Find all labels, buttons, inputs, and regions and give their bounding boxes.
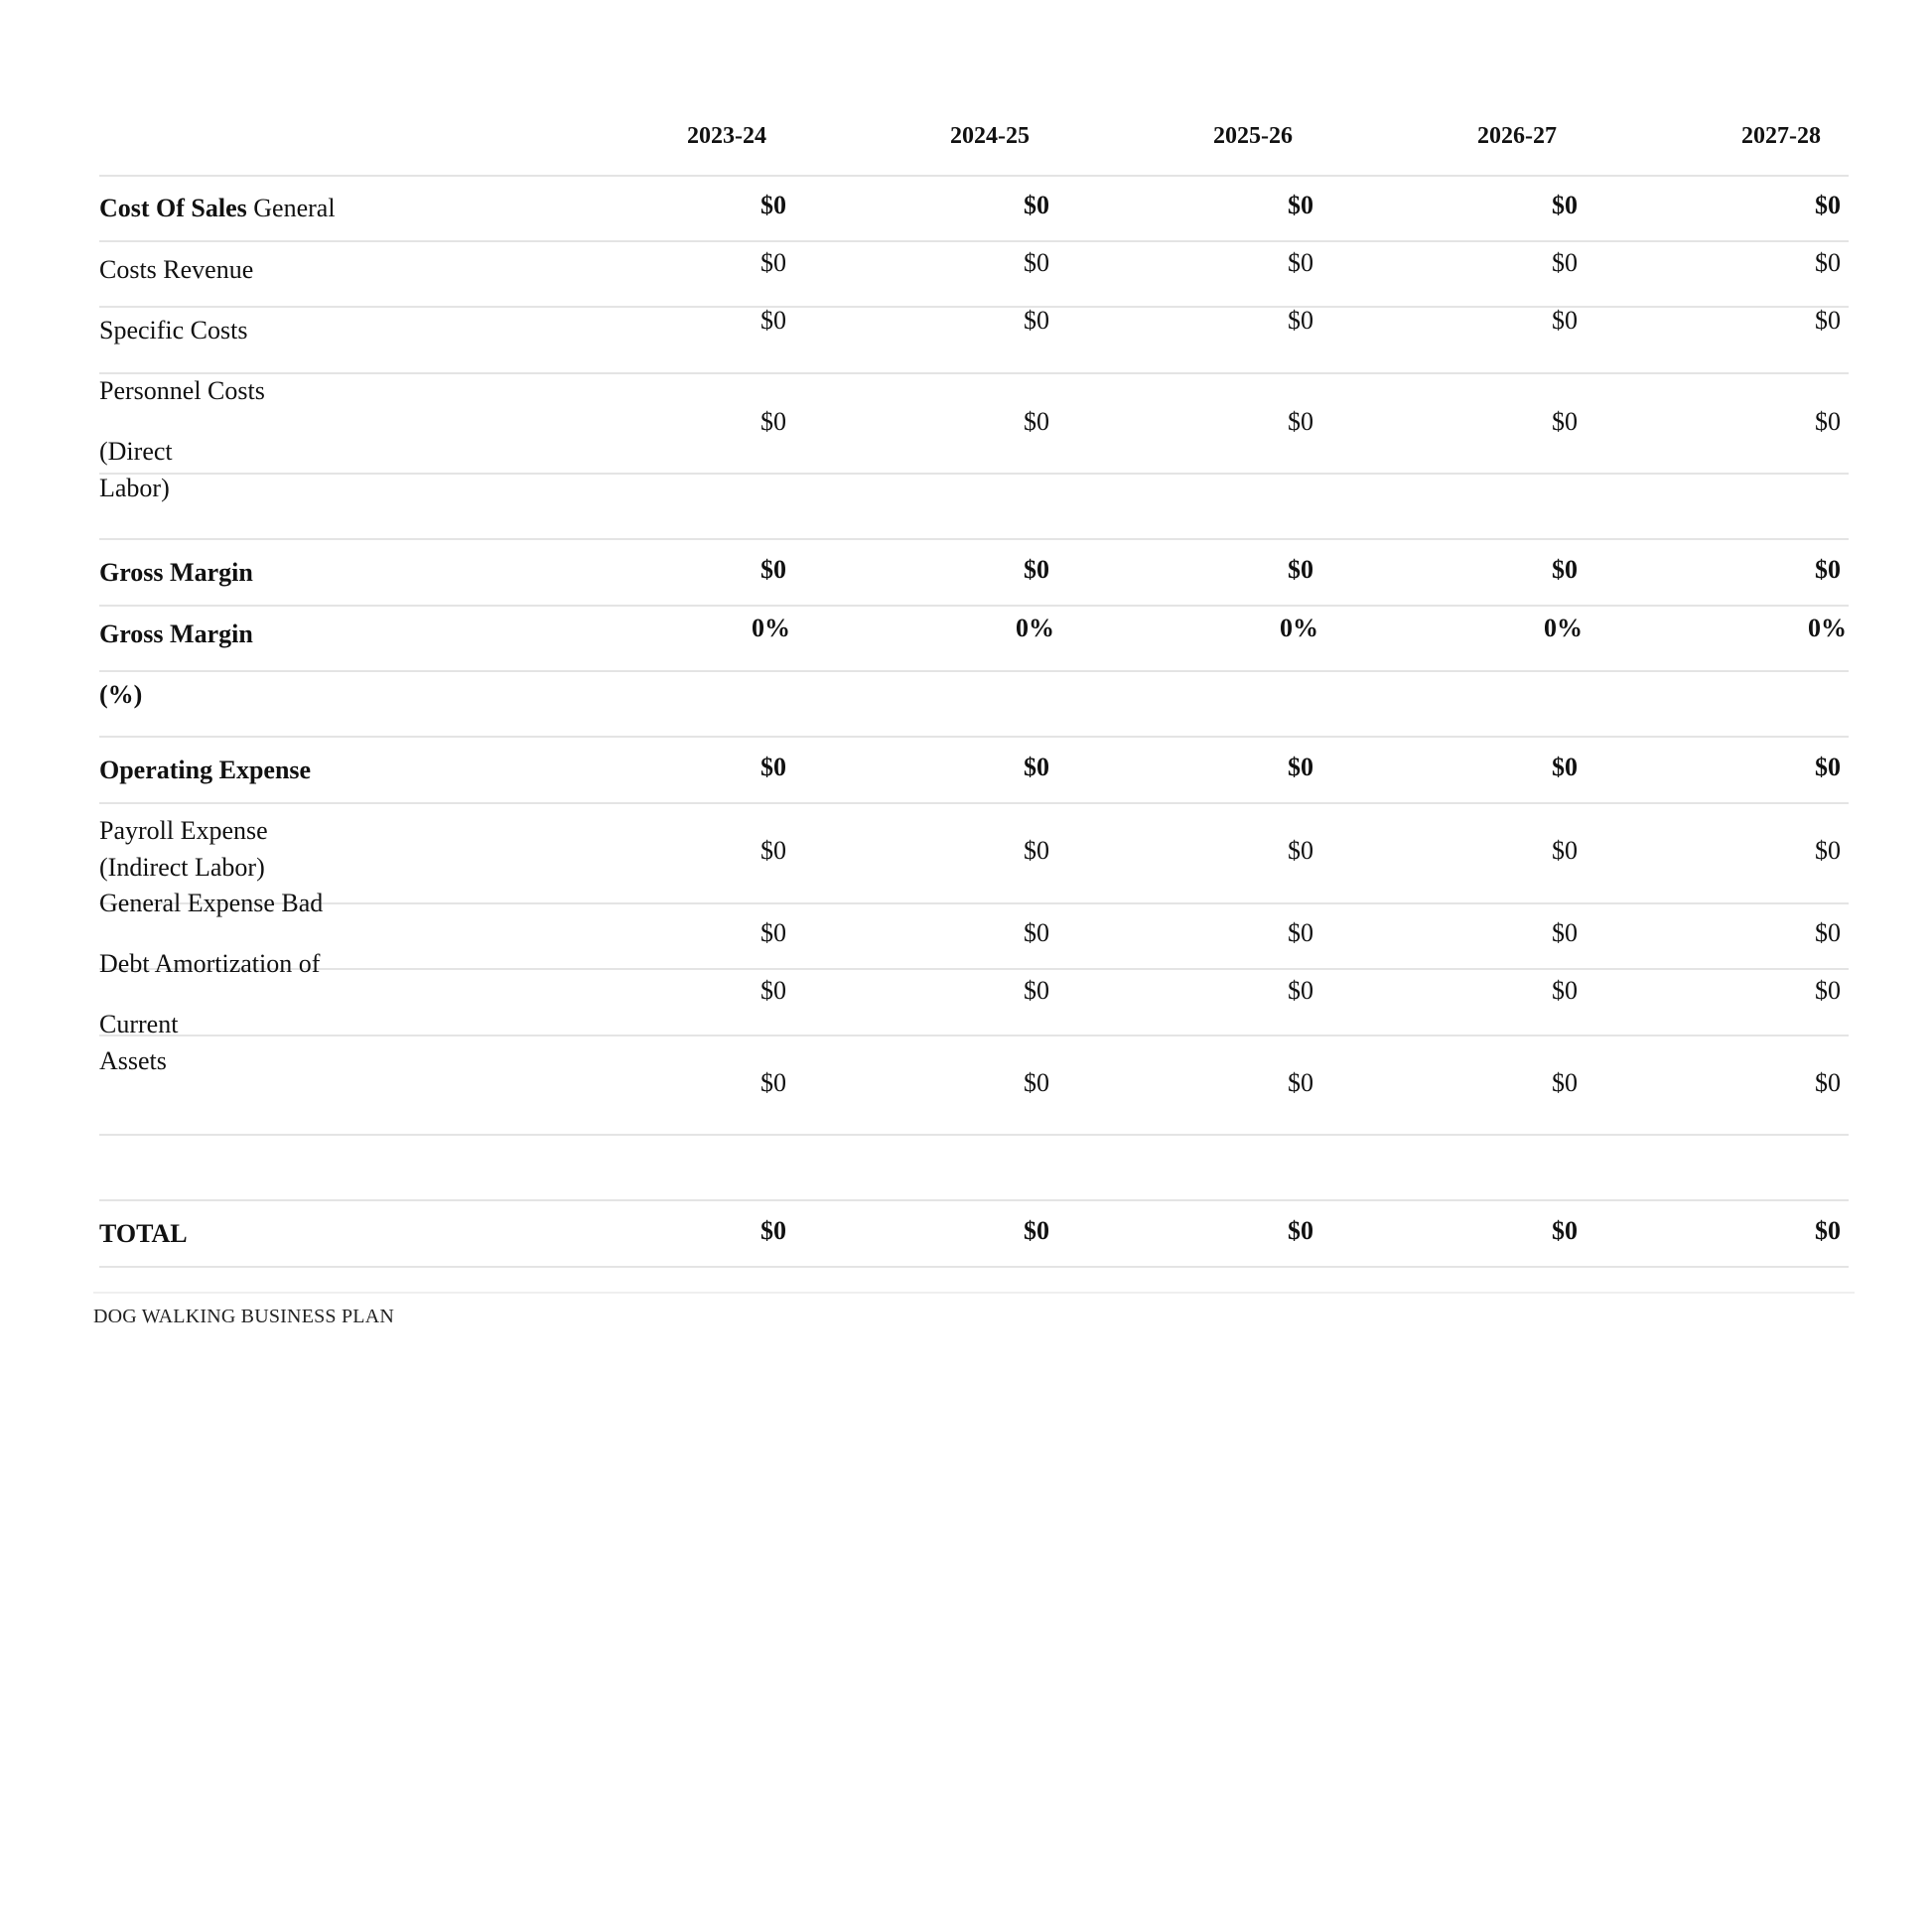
document-footer: DOG WALKING BUSINESS PLAN [93,1306,394,1327]
cell-value: $0 [1288,248,1313,277]
row-label-specific-costs: Specific Costs [99,316,248,345]
row-label-personnel-line3: Labor) [99,474,170,502]
row-label-payroll-line3: General Expense Bad [99,889,324,917]
row-divider [99,802,1849,804]
row-label-operating-expense: Operating Expense [99,756,312,784]
cell-value: $0 [1024,407,1049,436]
row-divider [99,736,1849,738]
cell-value: $0 [1552,248,1578,277]
cell-value: $0 [1024,976,1049,1005]
cell-value: $0 [1815,836,1841,865]
cell-value: $0 [1552,191,1578,219]
row-label-bold: Cost Of Sales [99,194,247,222]
total-value: $0 [1288,1216,1313,1245]
cell-value: $0 [1288,918,1313,947]
row-label-personnel-line2: (Direct [99,437,173,466]
row-label-costs-revenue: Costs Revenue [99,255,254,284]
footer-divider [93,1292,1855,1294]
cell-value: 0% [1808,614,1847,642]
cell-value: $0 [760,191,786,219]
total-value: $0 [1024,1216,1049,1245]
row-divider [99,538,1849,540]
cell-value: $0 [1552,976,1578,1005]
cell-value: $0 [760,836,786,865]
total-value: $0 [1552,1216,1578,1245]
cell-value: $0 [1024,248,1049,277]
cell-value: $0 [1288,836,1313,865]
cell-value: $0 [1552,836,1578,865]
cell-value: 0% [752,614,790,642]
cell-value: $0 [1815,555,1841,584]
cell-value: $0 [760,306,786,335]
row-divider [99,240,1849,242]
row-label-debt-amortization: Debt Amortization of [99,949,321,978]
cell-value: $0 [760,1068,786,1097]
row-label-total: TOTAL [99,1219,188,1248]
row-label-current-assets-line1: Current [99,1010,179,1038]
row-divider [99,372,1849,374]
cell-value: $0 [1288,976,1313,1005]
cell-value: $0 [1288,555,1313,584]
cell-value: $0 [1815,918,1841,947]
year-header-5: 2027-28 [1741,123,1821,149]
cell-value: $0 [1552,918,1578,947]
row-label-cost-of-sales [99,191,336,226]
cell-value: $0 [1024,1068,1049,1097]
row-divider [99,1035,1849,1036]
row-divider [99,1266,1849,1268]
cell-value: $0 [1815,1068,1841,1097]
cell-value: 0% [1016,614,1054,642]
cell-value: $0 [760,555,786,584]
cell-value: $0 [1815,248,1841,277]
cell-value: 0% [1544,614,1583,642]
row-label-gross-margin: Gross Margin [99,558,253,587]
row-divider [99,670,1849,672]
total-value: $0 [1815,1216,1841,1245]
cell-value: $0 [1024,306,1049,335]
row-label-gross-margin-pct-line2: (%) [99,680,143,709]
year-header-1: 2023-24 [687,123,766,149]
cell-value: $0 [760,248,786,277]
row-divider [99,605,1849,607]
year-header-3: 2025-26 [1213,123,1293,149]
row-label-personnel-line1: Personnel Costs [99,376,265,405]
cell-value: $0 [760,976,786,1005]
cell-value: $0 [1024,836,1049,865]
row-label-rest: General [246,194,336,222]
row-divider [99,902,1849,904]
cell-value: $0 [1288,407,1313,436]
cell-value: $0 [1552,753,1578,781]
cell-value: $0 [1288,306,1313,335]
cell-value: $0 [760,753,786,781]
cell-value: $0 [1815,753,1841,781]
row-divider [99,473,1849,475]
cell-value: $0 [1815,306,1841,335]
cell-value: $0 [1288,1068,1313,1097]
year-header-2: 2024-25 [950,123,1030,149]
total-value: $0 [760,1216,786,1245]
cell-value: $0 [1024,918,1049,947]
cell-value: $0 [760,407,786,436]
cell-value: $0 [1288,191,1313,219]
cell-value: $0 [1552,1068,1578,1097]
year-header-4: 2026-27 [1477,123,1557,149]
row-divider [99,1134,1849,1136]
cell-value: $0 [1288,753,1313,781]
row-label-current-assets-line2: Assets [99,1046,167,1075]
cell-value: $0 [1552,306,1578,335]
cell-value: $0 [760,918,786,947]
row-divider [99,968,1849,970]
cell-value: 0% [1280,614,1318,642]
row-divider [99,175,1849,177]
cell-value: $0 [1815,407,1841,436]
cell-value: $0 [1024,753,1049,781]
cell-value: $0 [1024,555,1049,584]
cell-value: $0 [1552,555,1578,584]
cell-value: $0 [1552,407,1578,436]
row-label-gross-margin-pct-line1: Gross Margin [99,620,253,648]
cell-value: $0 [1815,976,1841,1005]
row-label-payroll-line2: (Indirect Labor) [99,853,265,882]
row-label-payroll-line1: Payroll Expense [99,816,268,845]
cell-value: $0 [1024,191,1049,219]
cell-value: $0 [1815,191,1841,219]
row-divider [99,1199,1849,1201]
